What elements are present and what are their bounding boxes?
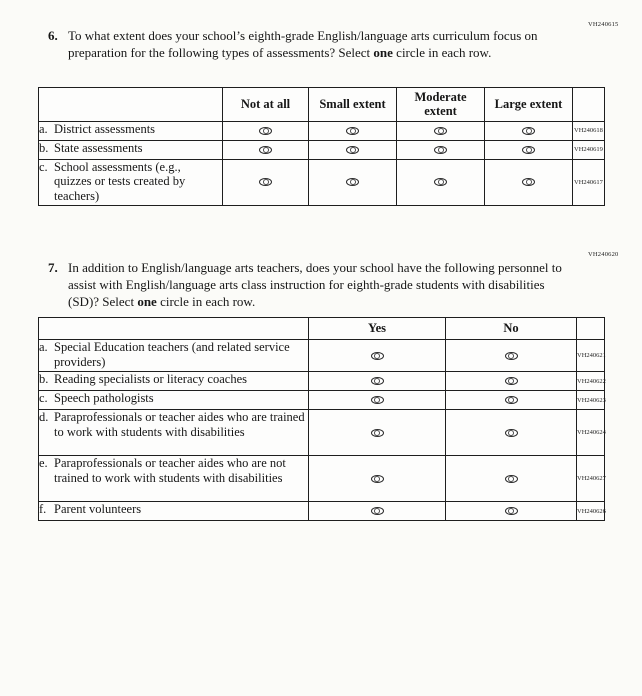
form-code-q6: VH240615 xyxy=(588,21,619,28)
row-letter: e. xyxy=(39,456,48,470)
response-oval[interactable] xyxy=(346,146,359,154)
question-text xyxy=(68,28,572,62)
response-oval[interactable] xyxy=(346,178,359,186)
row-letter: d. xyxy=(39,410,49,424)
response-oval[interactable] xyxy=(434,178,447,186)
row-code: VH240618 xyxy=(573,121,605,140)
response-oval[interactable] xyxy=(522,178,535,186)
response-cell xyxy=(309,372,446,391)
question-text xyxy=(68,260,572,311)
row-code: VH240626 xyxy=(577,502,605,521)
row-code: VH240619 xyxy=(573,140,605,159)
row-text: Parent volunteers xyxy=(54,502,142,516)
response-oval[interactable] xyxy=(505,396,518,404)
question-7 xyxy=(48,260,572,311)
response-cell xyxy=(485,121,573,140)
column-header: No xyxy=(446,318,577,340)
table-row xyxy=(39,372,605,391)
code-header-cell xyxy=(573,88,605,122)
row-text: Reading specialists or literacy coaches xyxy=(54,372,247,386)
row-label-cell xyxy=(39,456,309,502)
row-text: Special Education teachers (and related service providers) xyxy=(54,340,290,369)
response-cell xyxy=(446,372,577,391)
response-oval[interactable] xyxy=(522,127,535,135)
row-text: School assessments (e.g., quizzes or tests created by teachers) xyxy=(54,159,186,203)
row-code: VH240624 xyxy=(577,410,605,456)
row-text: District assessments xyxy=(54,121,156,136)
table-row xyxy=(39,410,605,456)
row-label-cell xyxy=(39,391,309,410)
table-corner-cell xyxy=(39,318,309,340)
table-row xyxy=(39,340,605,372)
q7-header-row xyxy=(39,318,605,340)
row-label-cell xyxy=(39,502,309,521)
row-label-cell xyxy=(39,121,223,140)
q7-table xyxy=(38,317,605,521)
response-oval[interactable] xyxy=(522,146,535,154)
response-cell xyxy=(485,140,573,159)
response-cell xyxy=(446,340,577,372)
question-text-part: circle in each row. xyxy=(392,44,492,60)
q6-table xyxy=(38,87,605,206)
row-text: Paraprofessionals or teacher aides who are trained to work with students with disabilities xyxy=(54,410,305,439)
row-letter: f. xyxy=(39,502,47,516)
row-letter: c. xyxy=(39,159,48,174)
row-code: VH240622 xyxy=(577,372,605,391)
column-header: Yes xyxy=(309,318,446,340)
column-header: Moderate extent xyxy=(397,88,485,122)
row-code: VH240617 xyxy=(573,159,605,205)
table-row xyxy=(39,391,605,410)
row-letter: c. xyxy=(39,391,48,405)
response-oval[interactable] xyxy=(371,475,384,483)
table-row xyxy=(39,456,605,502)
response-cell xyxy=(397,121,485,140)
row-letter: a. xyxy=(39,121,48,136)
question-text-part: To what extent does your school’s eighth-grade English/language arts curriculum focus on preparation for the following types of assessments? Select xyxy=(68,28,538,60)
response-oval[interactable] xyxy=(259,127,272,135)
row-text: State assessments xyxy=(54,140,143,155)
table-row xyxy=(39,121,605,140)
row-code: VH240623 xyxy=(577,391,605,410)
response-oval[interactable] xyxy=(259,178,272,186)
response-oval[interactable] xyxy=(505,352,518,360)
table-corner-cell xyxy=(39,88,223,122)
response-cell xyxy=(223,140,309,159)
row-code: VH240627 xyxy=(577,456,605,502)
response-cell xyxy=(309,121,397,140)
response-oval[interactable] xyxy=(505,507,518,515)
response-cell xyxy=(309,502,446,521)
row-label-cell xyxy=(39,372,309,391)
response-cell xyxy=(397,159,485,205)
response-cell xyxy=(446,410,577,456)
response-oval[interactable] xyxy=(371,507,384,515)
row-label-cell xyxy=(39,340,309,372)
response-cell xyxy=(309,410,446,456)
row-label-cell xyxy=(39,159,223,205)
row-label-cell xyxy=(39,140,223,159)
response-cell xyxy=(309,340,446,372)
response-oval[interactable] xyxy=(371,396,384,404)
row-code: VH240621 xyxy=(577,340,605,372)
response-oval[interactable] xyxy=(371,429,384,437)
column-header: Large extent xyxy=(485,88,573,122)
response-cell xyxy=(446,456,577,502)
response-oval[interactable] xyxy=(505,377,518,385)
response-cell xyxy=(485,159,573,205)
question-text-bold: one xyxy=(373,44,393,60)
question-text-bold: one xyxy=(137,293,157,309)
response-oval[interactable] xyxy=(346,127,359,135)
response-oval[interactable] xyxy=(434,146,447,154)
response-cell xyxy=(309,159,397,205)
row-text: Paraprofessionals or teacher aides who are not trained to work with students with disabilities xyxy=(54,456,286,485)
row-letter: b. xyxy=(39,140,49,155)
response-cell xyxy=(446,502,577,521)
response-oval[interactable] xyxy=(371,377,384,385)
question-number: 7. xyxy=(48,260,58,275)
response-cell xyxy=(446,391,577,410)
question-text-part: In addition to English/language arts teachers, does your school have the following personnel to assist with English/language arts class instruction for eighth-grade students with disabilities (SD)? Select xyxy=(68,260,562,309)
response-cell xyxy=(223,121,309,140)
form-code-q7: VH240620 xyxy=(588,251,619,258)
row-letter: b. xyxy=(39,372,49,386)
response-cell xyxy=(309,391,446,410)
response-oval[interactable] xyxy=(505,429,518,437)
question-text-part: circle in each row. xyxy=(156,293,256,309)
response-cell xyxy=(309,456,446,502)
row-label-cell xyxy=(39,410,309,456)
question-number: 6. xyxy=(48,28,58,43)
column-header: Not at all xyxy=(223,88,309,122)
response-oval[interactable] xyxy=(434,127,447,135)
row-text: Speech pathologists xyxy=(54,391,154,405)
table-row xyxy=(39,502,605,521)
response-oval[interactable] xyxy=(371,352,384,360)
response-cell xyxy=(223,159,309,205)
code-header-cell xyxy=(577,318,605,340)
q6-header-row xyxy=(39,88,605,122)
column-header: Small extent xyxy=(309,88,397,122)
response-cell xyxy=(309,140,397,159)
table-row xyxy=(39,140,605,159)
question-6 xyxy=(48,28,572,62)
table-row xyxy=(39,159,605,205)
row-letter: a. xyxy=(39,340,48,354)
response-oval[interactable] xyxy=(259,146,272,154)
response-oval[interactable] xyxy=(505,475,518,483)
response-cell xyxy=(397,140,485,159)
